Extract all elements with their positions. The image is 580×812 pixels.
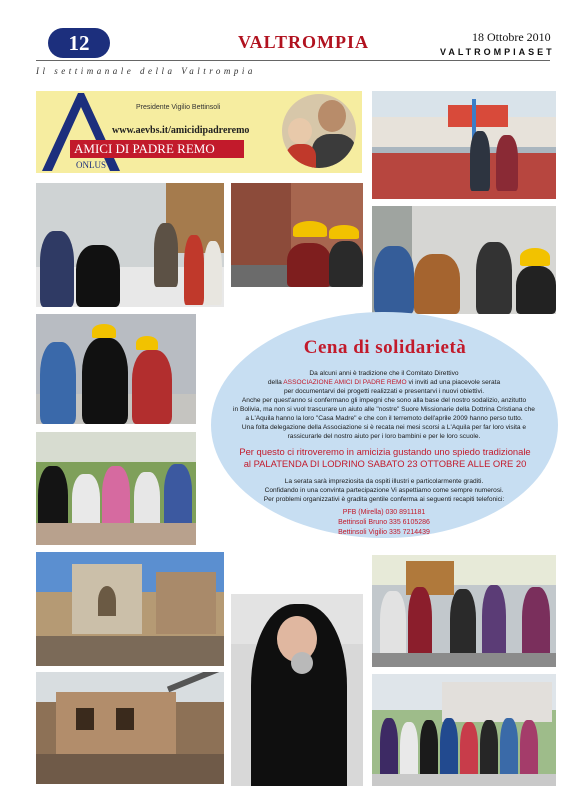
contact-line: Bettinsoli Bruno 335 6105286 [338,519,430,526]
ad-association-name: AMICI DI PADRE REMO [70,140,244,158]
issue-date: 18 Ottobre 2010 [472,30,551,44]
event-intro-line: Una folta delegazione della Associazione si è recata nei mesi scorsi a L'Aquila per far loro visita e [241,424,527,431]
page-number: 12 [48,28,110,58]
event-note-line: La serata sarà impreziosita da ospiti illustri e particolarmente graditi. [284,478,484,485]
event-intro-line: della ASSOCIAZIONE AMICI DI PADRE REMO vi inviti ad una piacevole serata [267,379,501,386]
event-note-line: Per problemi organizzativi è gradita gentile conferma ai seguenti recapiti telefonici: [263,496,505,503]
event-note-line: Confidando in una convinta partecipazione Vi aspettiamo come sempre numerosi. [264,487,504,494]
ad-onlus: ONLUS [76,160,107,170]
event-intro-line: a L'Aquila hanno la loro "Casa Madre" e che con il terremoto dell'aprile 2009 hanno perso tutto. [245,415,523,422]
helmets-group-photo [372,206,556,314]
ad-website[interactable]: www.aevbs.it/amicidipadreremo [112,125,250,136]
group-street-photo [372,555,556,667]
event-intro-line: Da alcuni anni è tradizione che il Comitato Direttivo [309,370,459,377]
event-title: Cena di solidarietà [303,337,467,358]
quake-damaged-street-photo [231,183,363,287]
damaged-church-photo [36,552,224,666]
brand-name: VALTROMPIASET [440,47,555,57]
nun-portrait-photo [231,594,363,786]
association-name-highlight: ASSOCIAZIONE AMICI DI PADRE REMO [283,379,407,386]
contact-line: PFB (Mirella) 030 8911181 [342,509,426,516]
nuns-and-workers-photo [36,314,196,424]
event-intro-line: in Bolivia, ma non si vuol trascurare un aiuto alle "nostre" Suore Missionarie della Dottrina Cristiana che [233,406,535,413]
large-group-photo [372,674,556,786]
playground-photo [372,91,556,199]
meeting-room-photo [36,183,224,307]
event-invite-line: Per questo ci ritroveremo in amicizia gustando uno spiedo tradizionale [239,446,531,457]
newspaper-subtitle: Il settimanale della Valtrompia [36,66,256,76]
contact-line: Bettinsoli Vigilio 335 7214439 [338,529,430,536]
event-intro-line: rassicurarle del nostro aiuto per i loro bambini e per le loro scuole. [287,433,481,440]
association-ad [36,91,362,173]
event-venue-datetime: al PALATENDA DI LODRINO SABATO 23 OTTOBRE ALLE ORE 20 [243,458,527,469]
ad-president: Presidente Vigilio Bettinsoli [136,104,221,111]
header-rule [36,60,550,61]
section-title: VALTROMPIA [238,32,370,52]
event-intro-line: Anche per quest'anno si confermano gli impegni che sono alla base del nostro sodalizio, anzitutto [241,397,527,404]
event-intro-line: per documentarvi dei progetti realizzati e presentarvi i nuovi obiettivi. [283,388,485,395]
collapsed-building-photo [36,672,224,784]
padre-remo-portrait-image [282,94,356,168]
garden-bench-photo [36,432,196,545]
